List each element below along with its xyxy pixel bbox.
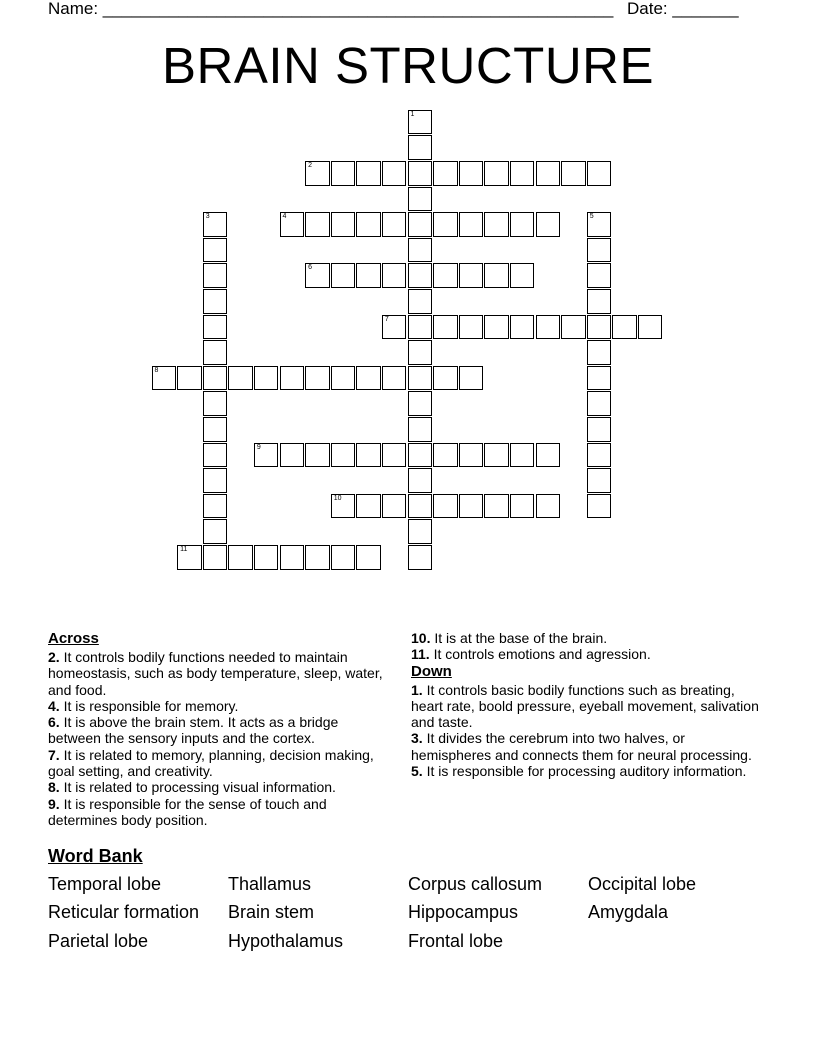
crossword-cell[interactable] — [408, 366, 433, 391]
crossword-cell[interactable] — [484, 161, 509, 186]
clue-number: 4. — [48, 697, 60, 714]
crossword-cell[interactable] — [382, 263, 407, 288]
clue-number-label: 2 — [308, 162, 312, 169]
crossword-cell[interactable] — [587, 443, 612, 468]
word-bank-item: Parietal lobe — [48, 931, 149, 951]
clue-number-label: 5 — [589, 213, 594, 221]
word-bank-item: Hypothalamus — [228, 931, 344, 951]
crossword-cell[interactable] — [408, 519, 433, 544]
clue-number: 7. — [48, 746, 60, 763]
crossword-cell[interactable] — [331, 212, 356, 237]
crossword-cell[interactable] — [305, 366, 330, 391]
crossword-cell[interactable] — [587, 391, 612, 416]
crossword-cell[interactable] — [408, 161, 433, 186]
clue-across-4 — [48, 698, 393, 714]
clue-number: 9. — [48, 795, 60, 812]
clue-text: It is responsible for the sense of touch and determines body position. — [48, 795, 327, 828]
crossword-cell[interactable] — [408, 135, 433, 160]
crossword-cell[interactable] — [587, 161, 612, 186]
crossword-cell[interactable] — [408, 391, 433, 416]
crossword-cell[interactable] — [203, 545, 228, 570]
crossword-cell[interactable] — [408, 545, 433, 570]
crossword-cell[interactable] — [280, 545, 305, 570]
crossword-cell[interactable] — [228, 366, 253, 391]
crossword-cell[interactable] — [536, 161, 561, 186]
clue-across-2 — [48, 649, 393, 698]
word-bank-item: Brain stem — [228, 902, 315, 922]
crossword-cell[interactable] — [408, 187, 433, 212]
crossword-cell[interactable] — [331, 263, 356, 288]
crossword-cell[interactable] — [408, 494, 433, 519]
clue-number: 3. — [411, 730, 423, 747]
crossword-cell[interactable] — [305, 263, 330, 288]
crossword-cell[interactable] — [382, 161, 407, 186]
crossword-cell[interactable] — [356, 366, 381, 391]
clue-across-9 — [48, 796, 393, 829]
page-title: BRAIN STRUCTURE — [161, 37, 655, 94]
crossword-cell[interactable] — [382, 315, 407, 340]
crossword-cell[interactable] — [177, 366, 202, 391]
crossword-cell[interactable] — [510, 494, 535, 519]
crossword-cell[interactable] — [254, 443, 279, 468]
clue-number: 11. — [411, 646, 430, 663]
clue-number-label: 6 — [308, 264, 312, 272]
crossword-cell[interactable] — [459, 161, 484, 186]
clues-left-column — [48, 630, 393, 828]
clue-down-5 — [411, 763, 761, 779]
word-bank-item: Thallamus — [228, 874, 312, 894]
clue-across-11 — [411, 646, 761, 662]
crossword-cell[interactable] — [382, 212, 407, 237]
crossword-cell[interactable] — [280, 212, 305, 237]
crossword-cell[interactable] — [433, 494, 458, 519]
crossword-cell[interactable] — [228, 545, 253, 570]
crossword-cell[interactable] — [331, 161, 356, 186]
crossword-cell[interactable] — [510, 263, 535, 288]
word-bank-item: Frontal lobe — [408, 931, 504, 951]
crossword-cell[interactable] — [587, 238, 612, 263]
crossword-cell[interactable] — [305, 161, 330, 186]
crossword-cell[interactable] — [408, 315, 433, 340]
crossword-cell[interactable] — [203, 417, 228, 442]
crossword-cell[interactable] — [203, 340, 228, 365]
crossword-cell[interactable] — [203, 289, 228, 314]
crossword-cell[interactable] — [510, 315, 535, 340]
crossword-cell[interactable] — [254, 366, 279, 391]
crossword-cell[interactable] — [433, 212, 458, 237]
crossword-cell[interactable] — [587, 417, 612, 442]
crossword-cell[interactable] — [587, 212, 612, 237]
crossword-cell[interactable] — [408, 238, 433, 263]
crossword-cell[interactable] — [408, 263, 433, 288]
crossword-cell[interactable] — [459, 443, 484, 468]
down-heading: Down — [411, 662, 452, 680]
crossword-cell[interactable] — [203, 494, 228, 519]
crossword-cell[interactable] — [561, 161, 586, 186]
clue-number: 1. — [411, 681, 423, 698]
word-bank-item: Occipital lobe — [588, 874, 697, 894]
crossword-cell[interactable] — [408, 443, 433, 468]
crossword-cell[interactable] — [587, 289, 612, 314]
crossword-cell[interactable] — [459, 315, 484, 340]
word-bank-item: Amygdala — [588, 902, 669, 922]
word-bank-item: Reticular formation — [48, 902, 200, 922]
clue-number-label: 8 — [154, 366, 159, 374]
crossword-cell[interactable] — [484, 494, 509, 519]
clue-number: 5. — [411, 763, 423, 780]
clue-across-6 — [48, 714, 393, 747]
crossword-cell[interactable] — [536, 494, 561, 519]
crossword-cell[interactable] — [203, 212, 228, 237]
clue-number: 8. — [48, 779, 60, 796]
crossword-cell[interactable] — [408, 417, 433, 442]
clue-across-8 — [48, 779, 393, 795]
crossword-cell[interactable] — [510, 443, 535, 468]
crossword-cell[interactable] — [305, 545, 330, 570]
crossword-cell[interactable] — [203, 443, 228, 468]
clue-across-7 — [48, 747, 393, 780]
crossword-cell[interactable] — [203, 263, 228, 288]
crossword-cell[interactable] — [587, 494, 612, 519]
crossword-cell[interactable] — [638, 315, 663, 340]
crossword-cell[interactable] — [356, 545, 381, 570]
crossword-cell[interactable] — [459, 212, 484, 237]
crossword-cell[interactable] — [356, 212, 381, 237]
crossword-cell[interactable] — [280, 443, 305, 468]
crossword-cell[interactable] — [203, 238, 228, 263]
crossword-cell[interactable] — [510, 212, 535, 237]
clue-number: 2. — [48, 649, 60, 665]
clue-text: It is responsible for memory. — [59, 697, 239, 714]
crossword-cell[interactable] — [382, 443, 407, 468]
crossword-cell[interactable] — [459, 263, 484, 288]
crossword-cell[interactable] — [382, 494, 407, 519]
crossword-cell[interactable] — [203, 315, 228, 340]
word-bank-item: Corpus callosum — [408, 874, 543, 894]
crossword-cell[interactable] — [177, 545, 202, 570]
crossword-cell[interactable] — [254, 545, 279, 570]
crossword-cell[interactable] — [536, 212, 561, 237]
crossword-cell[interactable] — [305, 443, 330, 468]
crossword-cell[interactable] — [331, 494, 356, 519]
clue-text: It is responsible for processing auditory information. — [422, 763, 747, 780]
crossword-cell[interactable] — [408, 212, 433, 237]
clue-number-label: 11 — [180, 546, 188, 553]
crossword-cell[interactable] — [331, 443, 356, 468]
crossword-cell[interactable] — [203, 519, 228, 544]
clue-text: It controls bodily functions needed to maintain homeostasis, such as body temperature, sleep, water, and food. — [48, 649, 383, 698]
crossword-cell[interactable] — [587, 315, 612, 340]
crossword-cell[interactable] — [356, 263, 381, 288]
clues-right-column — [411, 630, 761, 779]
clue-text: It is related to processing visual information. — [59, 779, 336, 796]
crossword-cell[interactable] — [459, 366, 484, 391]
crossword-cell[interactable] — [433, 366, 458, 391]
crossword-cell[interactable] — [459, 494, 484, 519]
clue-down-1 — [411, 682, 761, 731]
crossword-cell[interactable] — [510, 161, 535, 186]
across-heading: Across — [48, 630, 99, 647]
clue-text: It is at the base of the brain. — [430, 630, 608, 646]
crossword-cell[interactable] — [382, 366, 407, 391]
clue-number-label: 9 — [256, 443, 261, 451]
crossword-cell[interactable] — [356, 494, 381, 519]
crossword-cell[interactable] — [561, 315, 586, 340]
name-field[interactable]: Name: ______________________________________________________ — [48, 0, 614, 18]
clue-down-3 — [411, 730, 761, 763]
crossword-cell[interactable] — [433, 315, 458, 340]
clue-number: 6. — [48, 714, 60, 731]
crossword-cell[interactable] — [356, 443, 381, 468]
word-bank-title: Word Bank — [48, 846, 143, 866]
clue-text: It is above the brain stem. It acts as a bridge between the sensory inputs and the cortex. — [48, 714, 339, 747]
clue-text: It divides the cerebrum into two halves, or hemispheres and connects them for neural processing. — [411, 730, 752, 763]
crossword-cell[interactable] — [331, 545, 356, 570]
crossword-cell[interactable] — [408, 110, 433, 135]
clue-number-label: 7 — [384, 315, 389, 323]
crossword-cell[interactable] — [484, 212, 509, 237]
crossword-cell[interactable] — [408, 289, 433, 314]
clue-text: It controls emotions and agression. — [429, 646, 651, 663]
crossword-cell[interactable] — [536, 443, 561, 468]
crossword-cell[interactable] — [587, 340, 612, 365]
crossword-cell[interactable] — [408, 468, 433, 493]
crossword-cell[interactable] — [484, 443, 509, 468]
date-field[interactable]: Date: _______ — [627, 0, 739, 18]
clue-number-label: 10 — [333, 494, 342, 502]
crossword-cell[interactable] — [305, 212, 330, 237]
clue-number-label: 3 — [205, 213, 210, 221]
crossword-cell[interactable] — [203, 391, 228, 416]
crossword-cell[interactable] — [587, 366, 612, 391]
crossword-cell[interactable] — [433, 161, 458, 186]
crossword-cell[interactable] — [408, 340, 433, 365]
clue-text: It controls basic bodily functions such as breating, heart rate, boold pressure, eyeball movement, salivation and taste. — [411, 681, 759, 731]
crossword-cell[interactable] — [331, 366, 356, 391]
crossword-cell[interactable] — [356, 161, 381, 186]
word-bank-item: Temporal lobe — [48, 874, 162, 894]
crossword-cell[interactable] — [536, 315, 561, 340]
crossword-cell[interactable] — [433, 263, 458, 288]
crossword-cell[interactable] — [433, 443, 458, 468]
clue-number-label: 1 — [410, 110, 415, 118]
crossword-cell[interactable] — [280, 366, 305, 391]
crossword-cell[interactable] — [612, 315, 637, 340]
clue-number-label: 4 — [282, 213, 287, 221]
clue-across-10 — [411, 630, 761, 646]
crossword-cell[interactable] — [484, 263, 509, 288]
crossword-cell[interactable] — [587, 263, 612, 288]
crossword-cell[interactable] — [484, 315, 509, 340]
clue-text: It is related to memory, planning, decision making, goal setting, and creativity. — [48, 746, 374, 780]
crossword-cell[interactable] — [203, 366, 228, 391]
word-bank-item: Hippocampus — [408, 902, 519, 922]
crossword-cell[interactable] — [203, 468, 228, 493]
clue-number: 10. — [411, 630, 431, 646]
crossword-cell[interactable] — [152, 366, 177, 391]
crossword-cell[interactable] — [587, 468, 612, 493]
